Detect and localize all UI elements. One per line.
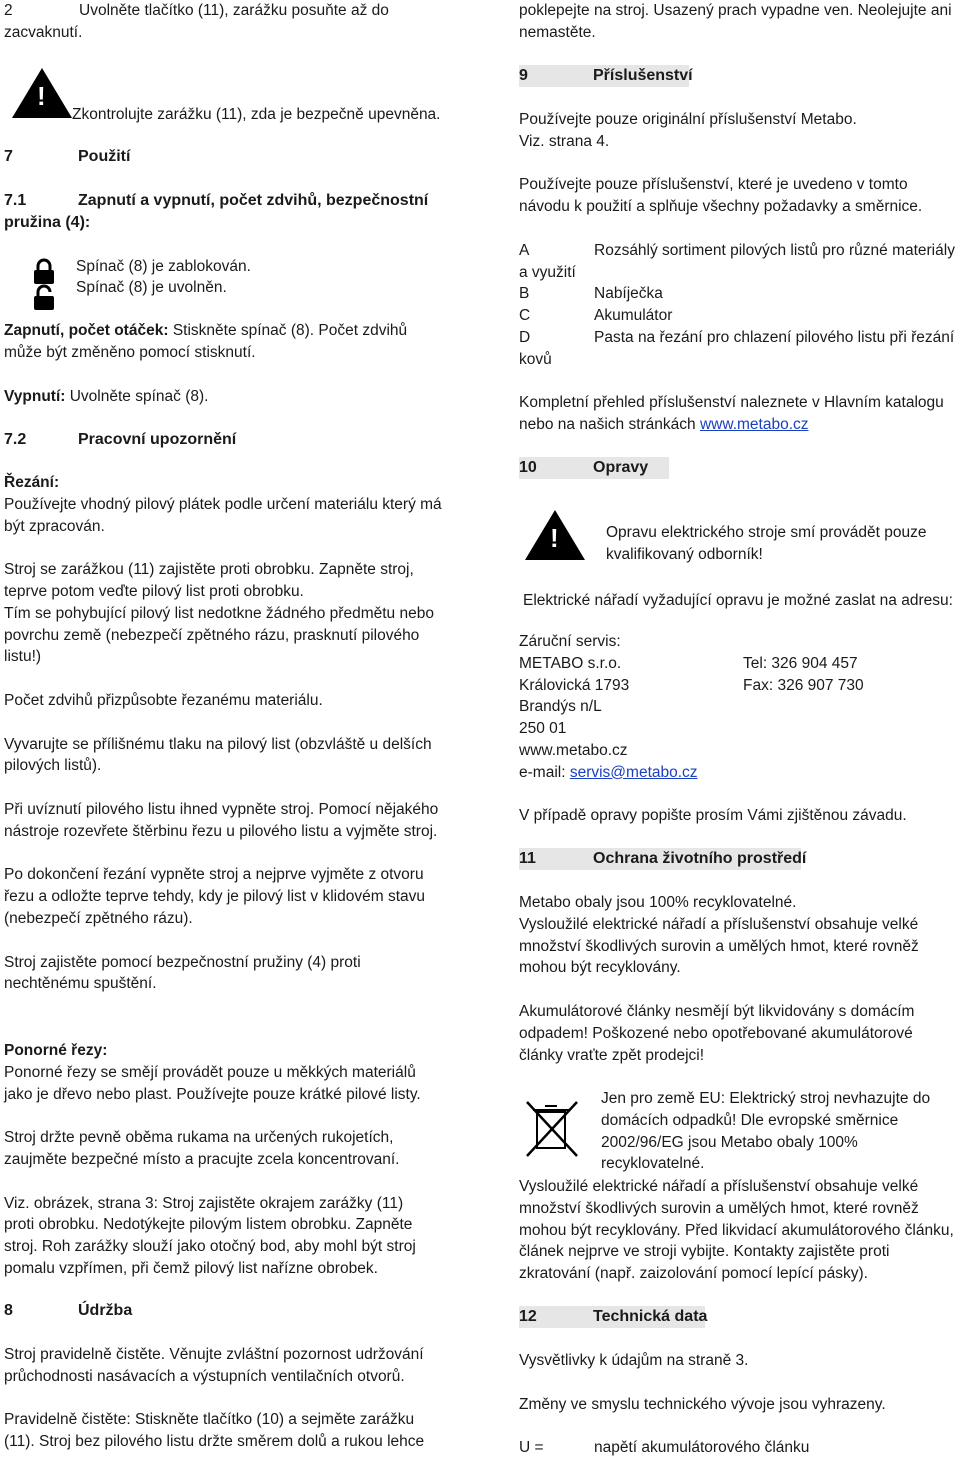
text-line: B <box>519 285 530 303</box>
text-line: Stiskněte spínač (8). Počet zdvihů <box>172 322 408 339</box>
text-line: množství škodlivých surovin a umělých hmot, které rovněž <box>519 1199 919 1217</box>
text-line: poklepejte na stroj. Usazený prach vypadne ven. Neolejujte ani <box>519 2 952 19</box>
text-line: Opravu elektrického stroje smí provádět pouze <box>606 524 927 541</box>
text-line: návodu k použití a splňuje všechny požadavky a směrnice. <box>519 198 923 216</box>
text-line: zkratování (např. zaizolování pomocí lepící pásky). <box>519 1265 868 1283</box>
text-line: Tím se pohybující pilový list nedotkne žádného předmětu nebo <box>4 604 434 622</box>
text-line: Údržba <box>78 1302 133 1319</box>
text-line: teprve potom veďte pilový list proti obrobku. <box>4 582 304 600</box>
lock-icon <box>30 258 58 312</box>
text-line: nebo na našich stránkách <box>519 416 696 434</box>
text-line: Při uvíznutí pilového listu ihned vypněte stroj. Pomocí nějakého <box>4 800 439 818</box>
text-line: Tel: 326 904 457 <box>743 654 858 672</box>
text-line: (nebezpečí zpětného rázu). <box>4 909 193 927</box>
step-2 <box>4 0 450 22</box>
text-line: 7.1 <box>4 192 27 209</box>
text-line: Brandýs n/L <box>519 698 602 716</box>
text-line: povrchu země (nebezpečí zpětného rázu, prasknutí pilového <box>4 626 420 644</box>
crossed-bin-icon <box>523 1098 581 1160</box>
text-line: Pravidelně čistěte: Stiskněte tlačítko (10) a sejměte zarážku <box>4 1411 415 1429</box>
text-line: zacvaknutí. <box>4 23 83 41</box>
text-line: Záruční servis: <box>519 633 621 650</box>
text-line: domácích odpadků! Dle evropské směrnice <box>601 1111 899 1129</box>
text-line: Ochrana životního prostředí <box>593 850 807 867</box>
text-line: Zkontrolujte zarážku (11), zda je bezpečně upevněna. <box>72 106 441 123</box>
section-10-heading <box>519 457 669 479</box>
text-line: může být změněno pomocí stisknutí. <box>4 343 256 361</box>
text-line: článek nejprve ve stroji vybijte. Kontakty zajistěte proti <box>519 1243 890 1261</box>
text-line: Spínač (8) je uvolněn. <box>76 279 227 296</box>
text-line: Akumulátor <box>594 307 673 325</box>
left-body <box>4 472 450 995</box>
text-line: 7.2 <box>4 431 27 448</box>
text-line: Zapnutí a vypnutí, počet zdvihů, bezpečnostní <box>78 192 429 209</box>
left-body-2 <box>4 1040 450 1280</box>
text-line: nemastěte. <box>519 23 596 41</box>
text-line: Vypnutí: <box>4 388 66 405</box>
accessory-b <box>519 283 959 305</box>
warning-icon: ! <box>525 510 585 565</box>
text-line: Stroj držte pevně oběma rukama na určených rukojetích, <box>4 1129 394 1147</box>
text-line: Královická 1793 <box>519 676 630 694</box>
text-line: Stroj zajistěte pomocí bezpečnostní pružiny (4) proti <box>4 953 361 971</box>
text-line: Akumulátorové články nesmějí být likvidovány s domácím <box>519 1002 915 1020</box>
text-line: pomalu vzpřímen, při čemž pilový list nařízne obrobek. <box>4 1259 378 1277</box>
text-line: Změny ve smyslu technického vývoje jsou vyhrazeny. <box>519 1395 886 1413</box>
text-line: listu!) <box>4 648 42 666</box>
text-line: Řezání: <box>4 474 60 491</box>
section-8-heading <box>4 1300 450 1322</box>
text-line: A <box>519 241 530 259</box>
text-line: Fax: 326 907 730 <box>743 676 864 694</box>
text-line: (11). Stroj bez pilového listu držte směrem dolů a rukou lehce <box>4 1433 425 1451</box>
section-7-1-heading <box>4 190 450 234</box>
text-line: Používejte pouze příslušenství, které je uvedeno v tomto <box>519 176 908 194</box>
text-line: 2002/96/EG jsou Metabo obaly 100% <box>601 1133 858 1151</box>
text-line: stroj. Roh zarážky slouží jako otočný bod, aby mohl být stroj <box>4 1238 416 1256</box>
text-line: 12 <box>519 1308 537 1325</box>
text-line: články vraťte zpět prodejci! <box>519 1046 705 1064</box>
text-line: Viz. strana 4. <box>519 132 610 150</box>
text-line: 9 <box>519 67 528 84</box>
text-line: METABO s.r.o. <box>519 654 622 672</box>
text-line: C <box>519 307 531 325</box>
text-line: Používejte vhodný pilový plátek podle určení materiálu který má <box>4 495 442 513</box>
text-line: Ponorné řezy: <box>4 1042 108 1059</box>
text-line: nechtěnému spuštění. <box>4 975 157 993</box>
text-line: e-mail: <box>519 763 566 781</box>
accessory-c <box>519 305 959 327</box>
text-line: Uvolněte spínač (8). <box>69 388 209 405</box>
section-12-heading <box>519 1306 708 1328</box>
text-line: Viz. obrázek, strana 3: Stroj zajistěte okrajem zarážky (11) <box>4 1194 404 1212</box>
text-line: být zpracován. <box>4 517 105 535</box>
text-line: 250 01 <box>519 720 567 738</box>
text-line: 8 <box>4 1302 13 1319</box>
text-line: Spínač (8) je zablokován. <box>76 258 251 275</box>
text-line: Stroj pravidelně čistěte. Věnujte zvláštní pozornost udržování <box>4 1346 424 1363</box>
text-line: U = <box>519 1439 544 1457</box>
text-line: Metabo obaly jsou 100% recyklovatelné. <box>519 894 797 911</box>
text-line: pilových listů). <box>4 757 102 775</box>
text-line: V případě opravy popište prosím Vámi zjištěnou závadu. <box>519 807 907 825</box>
service-address <box>519 631 959 827</box>
accessory-a <box>519 240 959 262</box>
text-line: Pasta na řezání pro chlazení pilového listu při řezání <box>594 328 955 346</box>
text-line: pružina (4): <box>4 214 91 231</box>
text-line: Používejte pouze originální příslušenství Metabo. <box>519 111 857 128</box>
text-line: Zapnutí, počet otáček: <box>4 322 169 339</box>
text-line: mohou být recyklovány. Před likvidací akumulátorového článku, <box>519 1221 954 1239</box>
text-line: Vysloužilé elektrické nářadí a příslušenství obsahuje velké <box>519 915 919 933</box>
text-line: Příslušenství <box>593 67 693 84</box>
text-line: průchodnosti nasávacích a výstupních ventilačních otvorů. <box>4 1367 405 1385</box>
text-line: 10 <box>519 459 537 476</box>
text-line: Použití <box>78 148 131 165</box>
section-7-heading <box>4 146 450 168</box>
section-9-heading <box>519 65 693 87</box>
text-line: kovů <box>519 350 552 368</box>
text-line: Technická data <box>593 1308 708 1325</box>
section-7-2-heading <box>4 429 450 451</box>
text-line: Vysvětlivky k údajům na straně 3. <box>519 1352 749 1369</box>
section-11-heading <box>519 848 807 870</box>
text-line: Vyvarujte se přílišnému tlaku na pilový list (obzvláště u delších <box>4 735 432 753</box>
text-line: kvalifikovaný odborník! <box>606 545 763 563</box>
text-line: napětí akumulátorového článku <box>594 1439 810 1457</box>
metabo-link[interactable]: www.metabo.cz <box>699 416 809 434</box>
text-line: Počet zdvihů přizpůsobte řezanému materiálu. <box>4 691 323 709</box>
warning-icon: ! <box>12 68 72 123</box>
text-line: Pracovní upozornění <box>78 431 237 448</box>
text-line: Ponorné řezy se smějí provádět pouze u měkkých materiálů <box>4 1063 416 1081</box>
text-line: odpadem! Poškozené nebo opotřebované akumulátorové <box>519 1024 913 1042</box>
text-line: D <box>519 328 531 346</box>
text-line: Opravy <box>593 459 649 476</box>
text-line: nástroje rozevřete štěrbinu řezu u pilového listu a vyjměte stroj. <box>4 822 438 840</box>
text-line: 7 <box>4 148 13 165</box>
text-line: mohou být recyklovány. <box>519 959 681 977</box>
text-line: řezu a odložte teprve tehdy, kdy je pilový list v klidovém stavu <box>4 888 425 906</box>
text-line: jako je dřevo nebo plast. Používejte pouze krátké pilové listy. <box>4 1085 421 1103</box>
text-line: Jen pro země EU: Elektrický stroj nevhazujte do <box>601 1090 931 1107</box>
text-line: proti obrobku. Nedotýkejte pilovým listem obrobku. Zapněte <box>4 1216 413 1234</box>
text-line: Po dokončení řezání vypněte stroj a nejprve vyjměte z otvoru <box>4 866 424 884</box>
text-line: www.metabo.cz <box>519 741 628 759</box>
text-line: Elektrické nářadí vyžadující opravu je možné zaslat na adresu: <box>523 592 953 609</box>
text-line: 2 <box>4 2 13 19</box>
accessory-d <box>519 327 959 349</box>
email-link[interactable]: servis@metabo.cz <box>569 763 698 781</box>
text-line: recyklovatelné. <box>601 1155 705 1173</box>
text-line: množství škodlivých surovin a umělých hmot, které rovněž <box>519 937 919 955</box>
text-line: zaujměte bezpečné místo a pracujte zcela koncentrovaní. <box>4 1150 400 1168</box>
text-line: a využití <box>519 263 576 281</box>
text-line: Rozsáhlý sortiment pilových listů pro různé materiály <box>594 241 955 259</box>
text-line: Uvolněte tlačítko (11), zarážku posuňte až do <box>79 2 389 19</box>
text-line: 11 <box>519 850 536 867</box>
text-line: Stroj se zarážkou (11) zajistěte proti obrobku. Zapněte stroj, <box>4 561 414 579</box>
text-line: Vysloužilé elektrické nářadí a příslušenství obsahuje velké <box>519 1178 919 1195</box>
text-line: Kompletní přehled příslušenství naleznete v Hlavním katalogu <box>519 394 944 412</box>
text-line: Nabíječka <box>594 285 663 303</box>
